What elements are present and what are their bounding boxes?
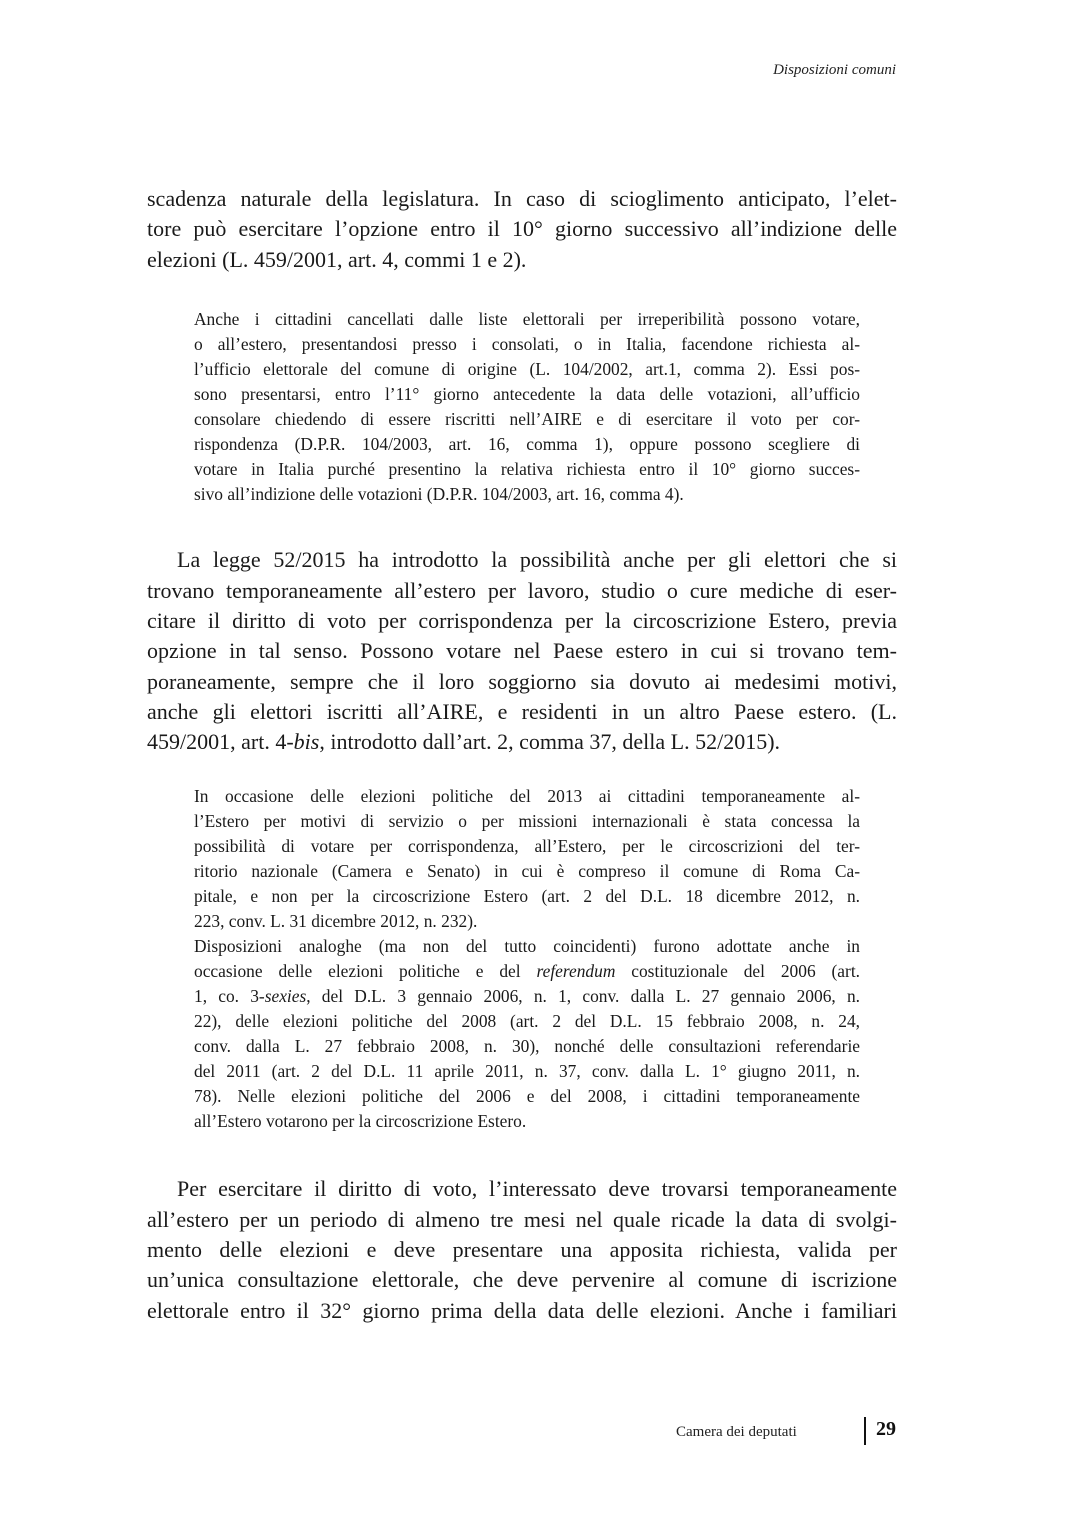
text-span: 1, co. 3- <box>194 986 265 1006</box>
text-line: opzione in tal senso. Possono votare nel Paese estero in cui si trovano tem- <box>147 638 897 663</box>
running-head: Disposizioni comuni <box>773 62 896 78</box>
text-line: Per esercitare il diritto di voto, l’interessato deve trovarsi temporaneamente <box>177 1176 897 1201</box>
text-line: un’unica consultazione elettorale, che deve pervenire al comune di iscrizione <box>147 1267 897 1292</box>
text-line: all’estero per un periodo di almeno tre mesi nel quale ricade la data di svolgi- <box>147 1207 897 1232</box>
note-line: l’Estero per motivi di servizio o per missioni internazionali è stata concessa la <box>194 811 860 831</box>
note-line: In occasione delle elezioni politiche del 2013 ai cittadini temporaneamente al- <box>194 786 860 806</box>
note-line: pitale, e non per la circoscrizione Estero (art. 2 del D.L. 18 dicembre 2012, n. <box>194 886 860 906</box>
note-line: ritorio nazionale (Camera e Senato) in cui è compreso il comune di Roma Ca- <box>194 861 860 881</box>
text-span: occasione delle elezioni politiche e del <box>194 961 537 981</box>
text-span: , del D.L. 3 gennaio 2006, n. 1, conv. dalla L. 27 gennaio 2006, n. <box>306 986 860 1006</box>
text-line <box>147 727 897 757</box>
note-line: all’Estero votarono per la circoscrizione Estero. <box>194 1111 527 1131</box>
note-line: Disposizioni analoghe (ma non del tutto coincidenti) furono adottate anche in <box>194 936 860 956</box>
text-line: La legge 52/2015 ha introdotto la possibilità anche per gli elettori che si <box>177 547 897 572</box>
note-line: sono presentarsi, entro l’11° giorno antecedente la data delle votazioni, all’ufficio <box>194 384 860 404</box>
text-line: citare il diritto di voto per corrispondenza per la circoscrizione Estero, previa <box>147 608 897 633</box>
note-line: 78). Nelle elezioni politiche del 2006 e del 2008, i cittadini temporaneamente <box>194 1086 860 1106</box>
note-line: Anche i cittadini cancellati dalle liste elettorali per irreperibilità possono votare, <box>194 309 860 329</box>
italic-term: sexies <box>264 986 307 1006</box>
text-line: elettorale entro il 32° giorno prima della data delle elezioni. Anche i familiari <box>147 1298 897 1323</box>
text-line: poraneamente, sempre che il loro soggiorno sia dovuto ai medesimi motivi, <box>147 669 897 694</box>
note-line <box>194 984 860 1008</box>
note-line: rispondenza (D.P.R. 104/2003, art. 16, comma 1), oppure possono scegliere di <box>194 434 860 454</box>
note-line: votare in Italia purché presentino la relativa richiesta entro il 10° giorno succes- <box>194 459 860 479</box>
text-line: elezioni (L. 459/2001, art. 4, commi 1 e 2). <box>147 247 527 272</box>
italic-term: referendum <box>536 961 616 981</box>
note-line: possibilità di votare per corrispondenza, all’Estero, per le circoscrizioni del ter- <box>194 836 860 856</box>
page-number: 29 <box>876 1418 896 1440</box>
text-line: anche gli elettori iscritti all’AIRE, e residenti in un altro Paese estero. (L. <box>147 699 897 724</box>
footer-divider <box>864 1417 866 1445</box>
note-line: o all’estero, presentandosi presso i consolati, o in Italia, facendone richiesta al- <box>194 334 860 354</box>
note-line: consolare chiedendo di essere riscritti nell’AIRE e di esercitare il voto per cor- <box>194 409 860 429</box>
text-span: costituzionale del 2006 (art. <box>615 961 860 981</box>
text-span: , introdotto dall’art. 2, comma 37, della L. 52/2015). <box>319 729 781 754</box>
text-line: trovano temporaneamente all’estero per lavoro, studio o cure mediche di eser- <box>147 578 897 603</box>
text-span: 459/2001, art. 4- <box>147 729 294 754</box>
note-line: conv. dalla L. 27 febbraio 2008, n. 30), nonché delle consultazioni referendarie <box>194 1036 860 1056</box>
text-line: scadenza naturale della legislatura. In caso di scioglimento anticipato, l’elet- <box>147 186 897 211</box>
note-line: 223, conv. L. 31 dicembre 2012, n. 232). <box>194 911 478 931</box>
note-line: 22), delle elezioni politiche del 2008 (art. 2 del D.L. 15 febbraio 2008, n. 24, <box>194 1011 860 1031</box>
italic-term: bis <box>293 729 320 754</box>
note-line: sivo all’indizione delle votazioni (D.P.R. 104/2003, art. 16, comma 4). <box>194 484 684 504</box>
note-line <box>194 959 860 983</box>
text-line: mento delle elezioni e deve presentare una apposita richiesta, valida per <box>147 1237 897 1262</box>
note-line: del 2011 (art. 2 del D.L. 11 aprile 2011, n. 37, conv. dalla L. 1° giugno 2011, n. <box>194 1061 860 1081</box>
footer-publisher: Camera dei deputati <box>676 1424 797 1440</box>
text-line: tore può esercitare l’opzione entro il 10° giorno successivo all’indizione delle <box>147 216 897 241</box>
note-line: l’ufficio elettorale del comune di origine (L. 104/2002, art.1, comma 2). Essi pos- <box>194 359 860 379</box>
